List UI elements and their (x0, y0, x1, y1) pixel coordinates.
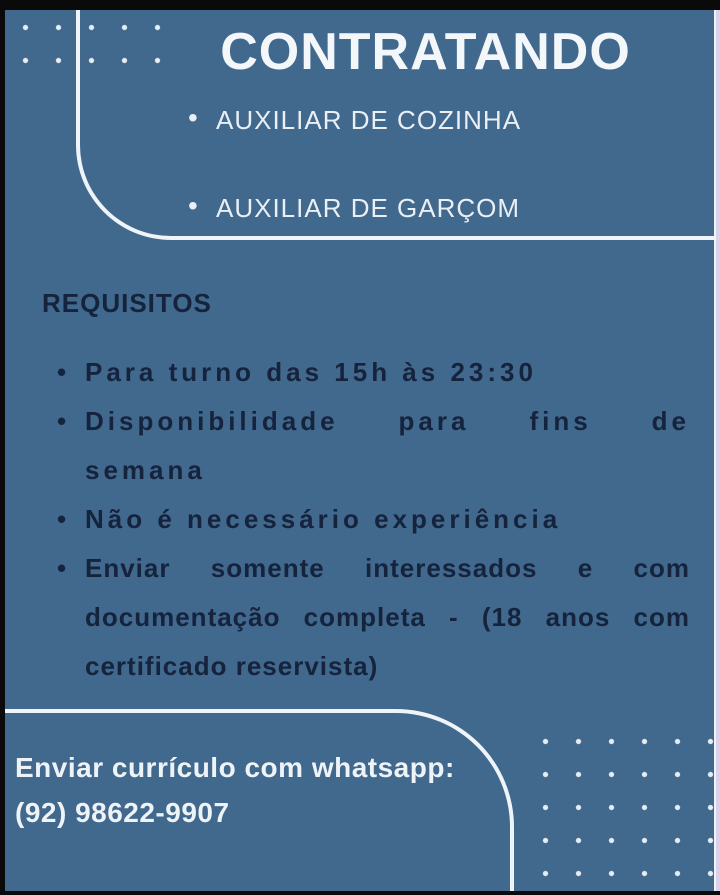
requirement-item-weekend (55, 397, 690, 495)
position-label: AUXILIAR DE COZINHA (216, 105, 522, 135)
requirement-line: Para turno das 15h às 23:30 (85, 357, 537, 387)
requirement-line: certificado reservista) (85, 651, 379, 681)
bullet-icon: • (57, 553, 67, 583)
position-label: AUXILIAR DE GARÇOM (216, 193, 521, 223)
requirement-line: documentação completa - (18 anos com (85, 602, 690, 632)
requirements-heading: REQUISITOS (42, 288, 212, 318)
requirement-line: semana (85, 455, 206, 485)
requirement-line: Não é necessário experiência (85, 504, 562, 534)
contact-instruction: Enviar currículo com whatsapp: (15, 752, 455, 783)
requirement-line: Enviar somente interessados e com (85, 553, 690, 583)
bullet-icon: • (188, 102, 199, 133)
bullet-icon: • (188, 190, 199, 221)
dot-grid-bottom-right (529, 725, 714, 891)
bullet-icon: • (57, 357, 67, 387)
requirement-line: Disponibilidade para fins de (85, 406, 690, 436)
positions-list (188, 102, 522, 281)
bullet-icon: • (57, 504, 67, 534)
contact-phone-number: (92) 98622-9907 (15, 797, 230, 828)
requirements-list (55, 348, 690, 691)
requirement-item-experience (55, 495, 690, 544)
page-title: CONTRATANDO (220, 23, 631, 81)
position-item-garcom (188, 190, 521, 223)
position-item-cozinha (188, 102, 522, 135)
requirement-item-shift (55, 348, 690, 397)
flyer-background (5, 10, 714, 891)
photo-edge-strip (714, 10, 720, 891)
requirement-item-documentation (55, 544, 690, 691)
bullet-icon: • (57, 406, 67, 436)
